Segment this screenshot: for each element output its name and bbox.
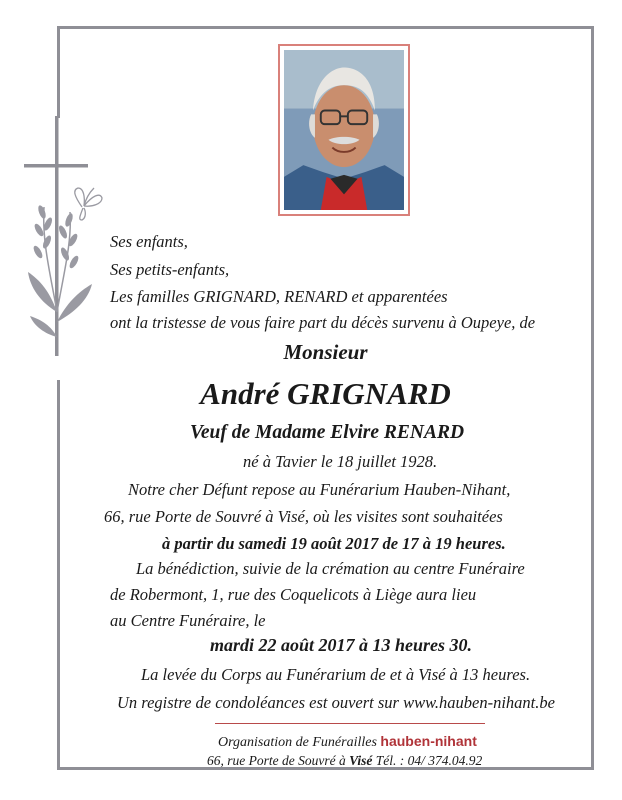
intro-line-1: Ses enfants, [110,232,188,251]
cross-wheat-icon [20,112,110,357]
visit-line-2: 66, rue Porte de Souvré à Visé, où les visites sont souhaitées [104,507,503,526]
honorific: Monsieur [283,340,368,364]
spouse-line: Veuf de Madame Elvire RENARD [190,422,465,443]
footer-org-label: Organisation de Funérailles [218,735,377,750]
ceremony-time: mardi 22 août 2017 à 13 heures 30. [210,635,473,655]
intro-line-4: ont la tristesse de vous faire part du décès survenu à Oupeye, de [110,313,536,332]
portrait-photo [278,44,410,216]
deceased-name: André GRIGNARD [200,376,451,411]
footer-address [207,753,482,769]
visit-time: à partir du samedi 19 août 2017 de 17 à 19 heures. [162,534,506,553]
footer-street: 66, rue Porte de Souvré à [207,753,346,768]
registry-line: Un registre de condoléances est ouvert sur www.hauben-nihant.be [117,693,555,712]
brand-logo: hauben-nihant [380,733,477,749]
visit-line-1: Notre cher Défunt repose au Funérarium Hauben-Nihant, [128,480,511,499]
ceremony-line-2: de Robermont, 1, rue des Coquelicots à Liège aura lieu [110,585,477,604]
ceremony-line-1: La bénédiction, suivie de la crémation au centre Funéraire [136,559,525,578]
intro-line-3: Les familles GRIGNARD, RENARD et apparentées [110,287,448,306]
footer-phone: Tél. : 04/ 374.04.92 [375,753,483,768]
ceremony-line-3: au Centre Funéraire, le [110,611,266,630]
birth-line: né à Tavier le 18 juillet 1928. [243,452,438,471]
footer-divider [215,723,485,724]
footer-city: Visé [349,753,373,768]
levee-line: La levée du Corps au Funérarium de et à Visé à 13 heures. [141,665,531,684]
intro-line-2: Ses petits-enfants, [110,260,230,279]
footer-org [218,733,477,751]
